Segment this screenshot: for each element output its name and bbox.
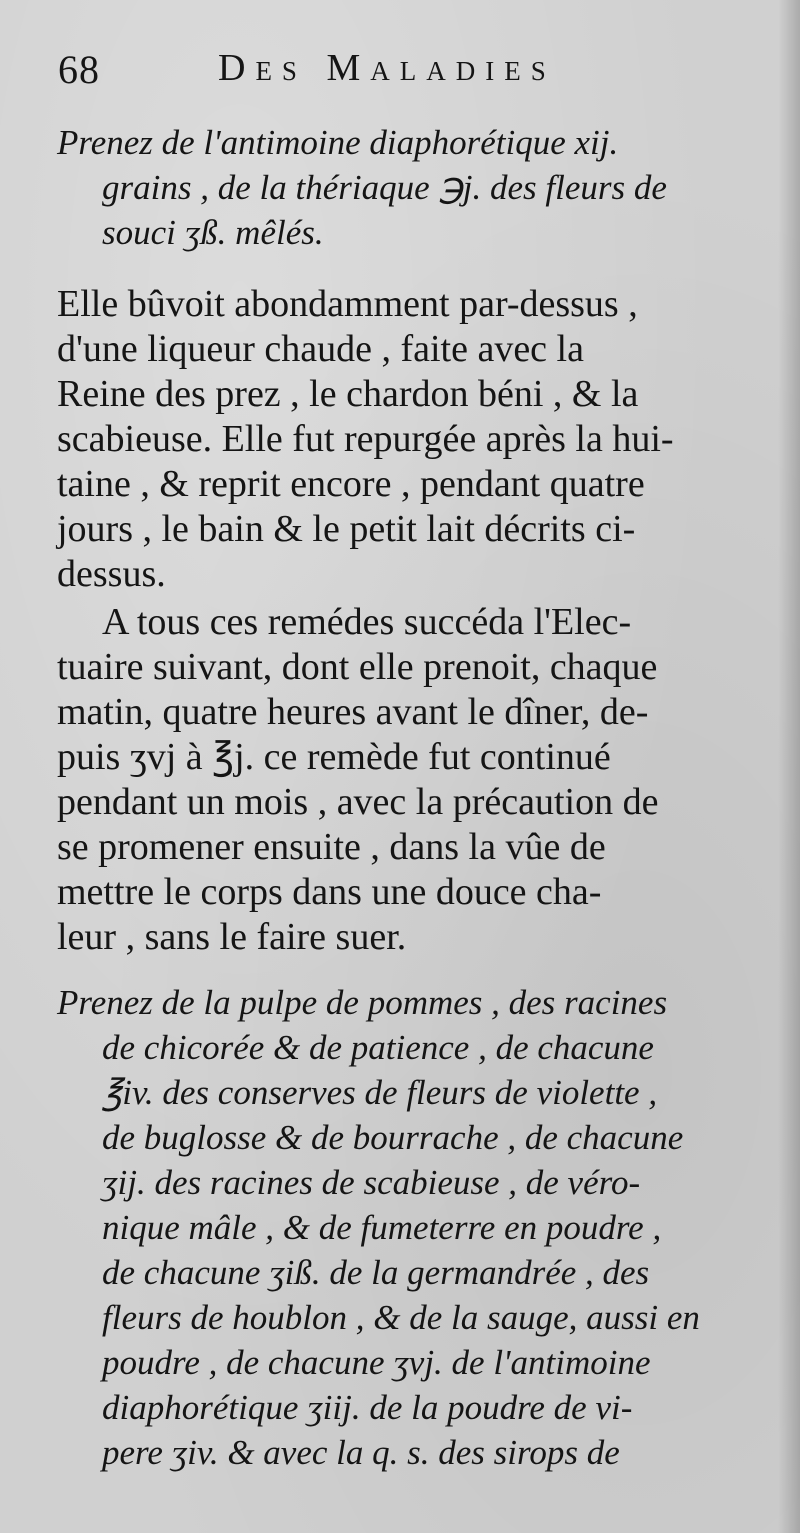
paragraph-2-line: A tous ces remédes succéda l'Elec-	[102, 601, 632, 643]
recipe-1-line: Prenez de l'antimoine diaphorétique xij.	[57, 123, 619, 162]
paragraph-1-line: Elle bûvoit abondamment par-dessus ,	[57, 283, 638, 325]
paragraph-1-line: scabieuse. Elle fut repurgée après la hui-	[57, 418, 674, 460]
recipe-2-line: ʒij. des racines de scabieuse , de véro-	[102, 1163, 641, 1202]
recipe-2-line: Prenez de la pulpe de pommes , des racines	[57, 983, 668, 1022]
recipe-2-line: poudre , de chacune ʒvj. de l'antimoine	[102, 1343, 651, 1382]
paragraph-1-line: taine , & reprit encore , pendant quatre	[57, 463, 645, 505]
recipe-2-line: ℥iv. des conserves de fleurs de violette ,	[102, 1073, 658, 1112]
recipe-2	[57, 980, 757, 1475]
recipe-1	[57, 120, 757, 255]
paragraph-1	[57, 282, 757, 597]
recipe-1-line: grains , de la thériaque ℈j. des fleurs de	[102, 168, 667, 207]
paragraph-2-line: se promener ensuite , dans la vûe de	[57, 826, 606, 868]
running-head: Des Maladies	[218, 47, 556, 89]
page-number: 68	[58, 47, 100, 92]
recipe-2-line: fleurs de houblon , & de la sauge, aussi en	[102, 1298, 700, 1337]
recipe-2-line: de chacune ʒiß. de la germandrée , des	[102, 1253, 650, 1292]
paragraph-2-line: pendant un mois , avec la précaution de	[57, 781, 659, 823]
paragraph-1-line: Reine des prez , le chardon béni , & la	[57, 373, 639, 415]
paragraph-1-line: dessus.	[57, 553, 166, 595]
recipe-2-line: nique mâle , & de fumeterre en poudre ,	[102, 1208, 662, 1247]
paragraph-2-line: mettre le corps dans une douce cha-	[57, 871, 602, 913]
recipe-2-line: diaphorétique ʒiij. de la poudre de vi-	[102, 1388, 633, 1427]
page-header	[58, 46, 758, 106]
paragraph-2-line: leur , sans le faire suer.	[57, 916, 407, 958]
paragraph-2-line: puis ʒvj à ℥j. ce remède fut continué	[57, 736, 611, 778]
recipe-2-line: pere ʒiv. & avec la q. s. des sirops de	[102, 1433, 620, 1472]
paragraph-1-line: d'une liqueur chaude , faite avec la	[57, 328, 584, 370]
paragraph-2-line: tuaire suivant, dont elle prenoit, chaque	[57, 646, 658, 688]
paragraph-1-line: jours , le bain & le petit lait décrits ci-	[57, 508, 636, 550]
page-edge-shadow	[778, 0, 800, 1533]
recipe-2-line: de buglosse & de bourrache , de chacune	[102, 1118, 684, 1157]
paragraph-2-line: matin, quatre heures avant le dîner, de-	[57, 691, 649, 733]
recipe-2-line: de chicorée & de patience , de chacune	[102, 1028, 654, 1067]
paragraph-2	[57, 600, 757, 960]
recipe-1-line: souci ʒß. mêlés.	[102, 213, 324, 252]
